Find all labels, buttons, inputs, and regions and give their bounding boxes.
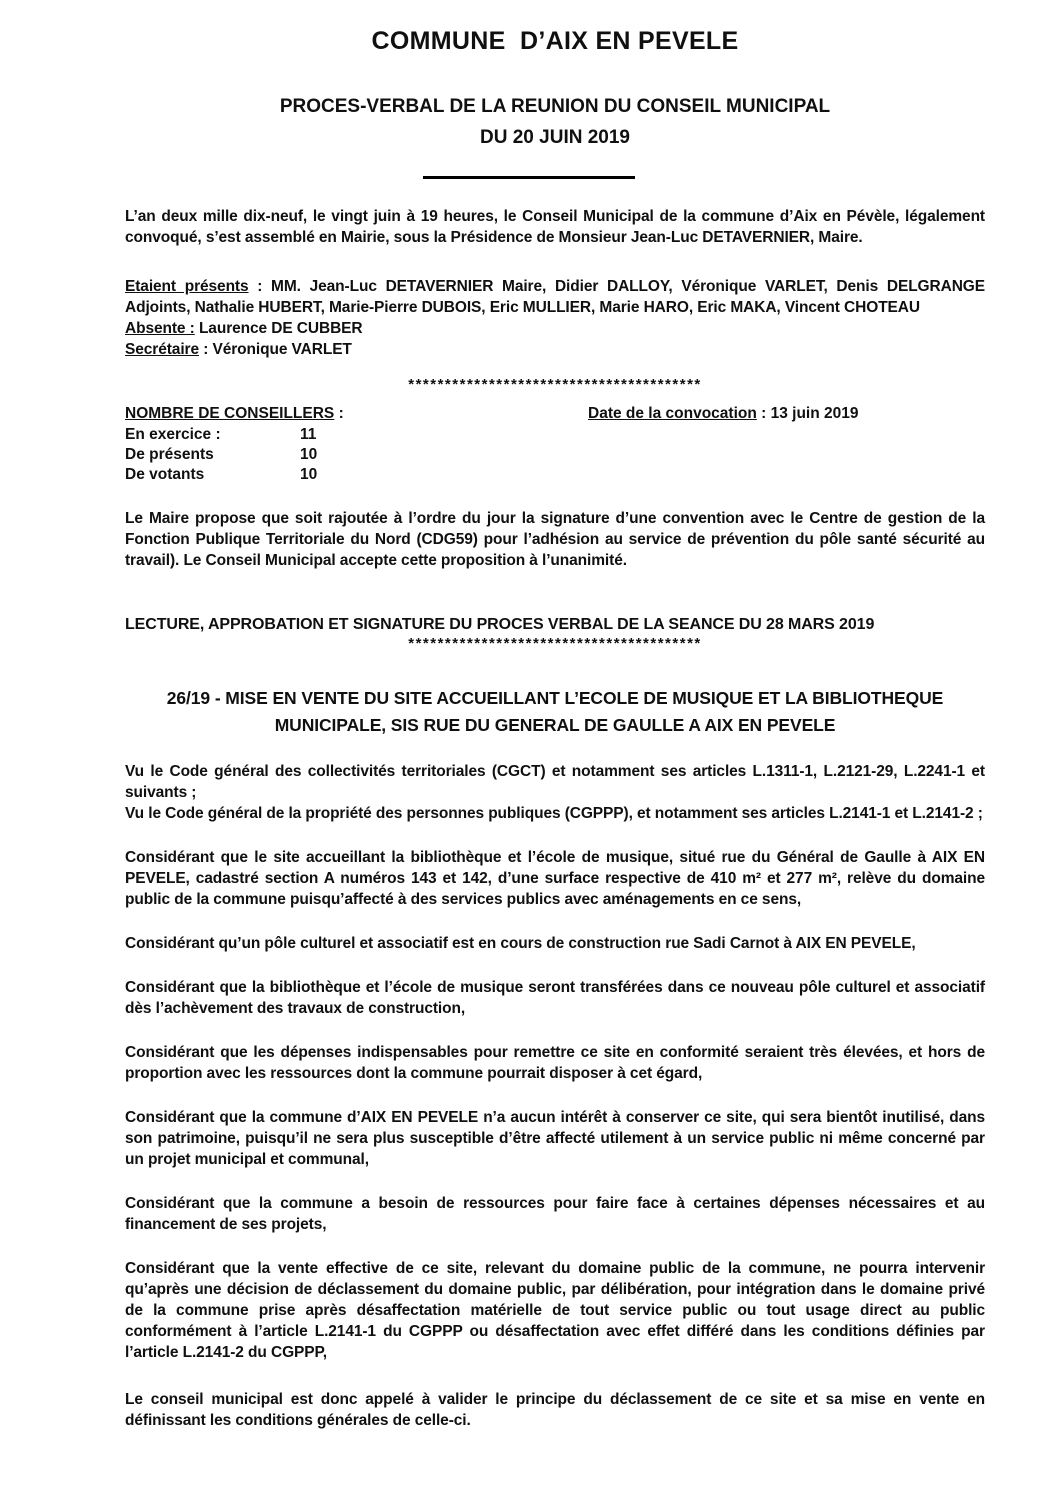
- secretary-label: Secrétaire: [125, 341, 199, 358]
- counselors-heading-label: NOMBRE DE CONSEILLERS: [125, 405, 335, 422]
- deliberation-heading: 26/19 - MISE EN VENTE DU SITE ACCUEILLANT L’ECOLE DE MUSIQUE ET LA BIBLIOTHEQUE MUNICIPALE, SIS RUE DU GENERAL DE GAULLE A AIX EN PEVELE: [166, 688, 944, 735]
- stars-separator: ****************************************: [408, 376, 702, 393]
- paragraph-considerant-vente: Considérant que la vente effective de ce site, relevant du domaine public de la commune, ne pourra intervenir qu’après une décision de déclassement du domaine public, par délibération, pour intégration dans le domaine privé de la commune prise après désaffectation matérielle de tout service public ou tout usage direct au public conformément à l’article L.2141-1 du CGPPP ou désaffectation avec effet différé dans les conditions définies par l’article L.2141-2 du CGPPP,: [125, 1260, 985, 1361]
- secretary-line: [125, 339, 985, 360]
- convocation-label: Date de la convocation: [588, 405, 757, 422]
- attendees-paragraph: [125, 276, 985, 318]
- counselors-section: [125, 402, 985, 485]
- paragraph-considerant-pole: Considérant qu’un pôle culturel et associatif est en cours de construction rue Sadi Carnot à AIX EN PEVELE,: [125, 935, 916, 952]
- counter-label: En exercice :: [125, 426, 221, 443]
- convocation-date: [588, 402, 859, 425]
- counter-label: De votants: [125, 466, 205, 483]
- paragraph-vu-cgct: Vu le Code général des collectivités territoriales (CGCT) et notamment ses articles L.1311-1, L.2121-29, L.2241-1 et suivants ;: [125, 763, 985, 801]
- paragraph-considerant-interet: Considérant que la commune d’AIX EN PEVELE n’a aucun intérêt à conserver ce site, qui sera bientôt inutilisé, dans son patrimoine, puisqu’il ne sera plus susceptible d’être affecté utilement à un service public ni même concerné par un projet municipal et communal,: [125, 1109, 985, 1168]
- counselors-heading-colon: :: [334, 405, 344, 422]
- convocation-value: : 13 juin 2019: [756, 405, 859, 422]
- counter-row-exercice: [125, 425, 985, 445]
- paragraph-considerant-ressources: Considérant que la commune a besoin de ressources pour faire face à certaines dépenses nécessaires et au financement de ses projets,: [125, 1195, 985, 1233]
- agenda-addition-paragraph: Le Maire propose que soit rajoutée à l’ordre du jour la signature d’une convention avec le Centre de gestion de la Fonction Publique Territoriale du Nord (CDG59) pour l’adhésion au service de prévention du pôle santé sécurité au travail). Le Conseil Municipal accepte cette proposition à l’unanimité.: [125, 510, 985, 569]
- absent-name: Laurence DE CUBBER: [194, 320, 363, 337]
- paragraph-considerant-depenses: Considérant que les dépenses indispensables pour remettre ce site en conformité seraient très élevées, et hors de proportion avec les ressources dont la commune pourrait disposer à cet égard,: [125, 1044, 985, 1082]
- document-subtitle: [125, 91, 985, 153]
- secretary-name: : Véronique VARLET: [198, 341, 352, 358]
- page-title: COMMUNE D’AIX EN PEVELE: [371, 27, 739, 55]
- paragraph-conclusion: Le conseil municipal est donc appelé à valider le principe du déclassement de ce site et sa mise en vente en définissant les conditions générales de celle-ci.: [125, 1391, 985, 1429]
- subtitle-line-1: PROCES-VERBAL DE LA REUNION DU CONSEIL MUNICIPAL: [279, 96, 831, 117]
- paragraph-vu-cgppp: Vu le Code général de la propriété des personnes publiques (CGPPP), et notamment ses articles L.2141-1 et L.2141-2 ;: [125, 805, 983, 822]
- subtitle-line-2: DU 20 JUIN 2019: [480, 127, 630, 148]
- counter-value: 10: [300, 446, 318, 463]
- title-divider: [423, 176, 635, 179]
- presents-label: Etaient présents: [125, 278, 249, 295]
- counter-row-presents: [125, 445, 985, 465]
- absent-label: Absente :: [125, 320, 195, 337]
- intro-paragraph: L’an deux mille dix-neuf, le vingt juin à 19 heures, le Conseil Municipal de la commune d’Aix en Pévèle, légalement convoqué, s’est assemblé en Mairie, sous la Présidence de Monsieur Jean-Luc DETAVERNIER, Maire.: [125, 208, 985, 246]
- counter-value: 11: [300, 426, 317, 443]
- stars-separator: ****************************************: [408, 635, 702, 652]
- minutes-approval-heading: LECTURE, APPROBATION ET SIGNATURE DU PROCES VERBAL DE LA SEANCE DU 28 MARS 2019: [125, 616, 875, 633]
- absent-line: [125, 318, 985, 339]
- paragraph-considerant-transfert: Considérant que la bibliothèque et l’école de musique seront transférées dans ce nouveau pôle culturel et associatif dès l’achèvement des travaux de construction,: [125, 979, 985, 1017]
- counter-label: De présents: [125, 446, 214, 463]
- paragraph-considerant-site: Considérant que le site accueillant la bibliothèque et l’école de musique, situé rue du Général de Gaulle à AIX EN PEVELE, cadastré section A numéros 143 et 142, d’une surface respective de 410 m² et 277 m², relève du domaine public de la commune puisqu’affecté à des services publics avec aménagements en ce sens,: [125, 849, 985, 908]
- counter-value: 10: [300, 466, 318, 483]
- counter-row-votants: [125, 465, 985, 485]
- presents-names: : MM. Jean-Luc DETAVERNIER Maire, Didier DALLOY, Véronique VARLET, Denis DELGRANGE Adjoints, Nathalie HUBERT, Marie-Pierre DUBOIS, Eric MULLIER, Marie HARO, Eric MAKA, Vincent CHOTEAU: [125, 278, 985, 316]
